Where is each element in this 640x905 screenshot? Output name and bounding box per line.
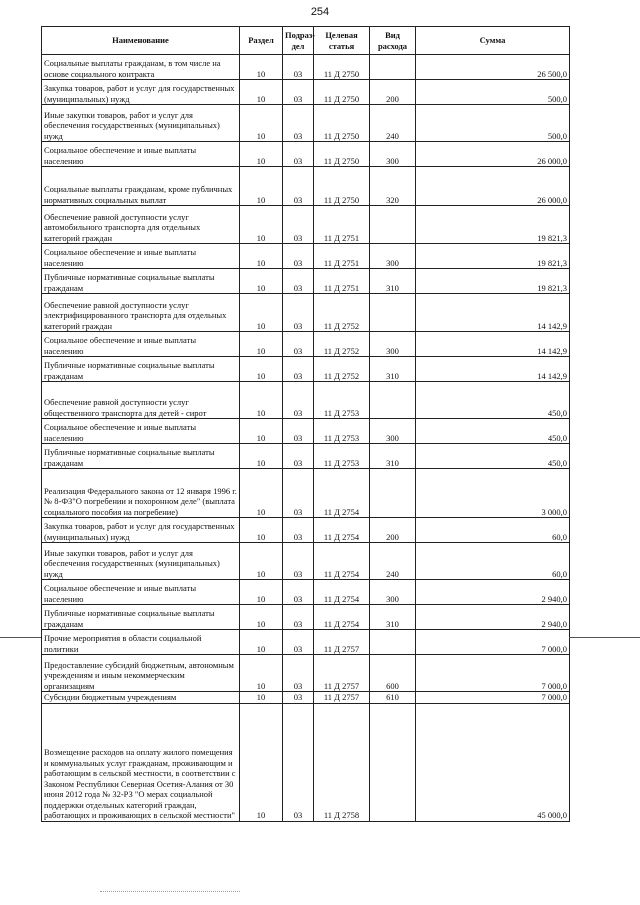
row-section: 10 [240, 655, 283, 692]
row-section: 10 [240, 580, 283, 605]
row-target: 11 Д 2753 [314, 382, 370, 419]
row-section: 10 [240, 269, 283, 294]
row-type [370, 630, 416, 655]
row-target: 11 Д 2750 [314, 80, 370, 105]
row-target: 11 Д 2754 [314, 518, 370, 543]
row-sum: 26 500,0 [416, 55, 570, 80]
row-subsection: 03 [283, 142, 314, 167]
row-target: 11 Д 2754 [314, 469, 370, 518]
row-subsection: 03 [283, 469, 314, 518]
row-name: Социальное обеспечение и иные выплаты населению [42, 419, 240, 444]
row-sum: 500,0 [416, 80, 570, 105]
row-target: 11 Д 2750 [314, 142, 370, 167]
row-target: 11 Д 2751 [314, 244, 370, 269]
budget-table [41, 26, 570, 822]
row-section: 10 [240, 167, 283, 206]
row-sum: 2 940,0 [416, 605, 570, 630]
row-name: Реализация Федерального закона от 12 января 1996 г. № 8-ФЗ"О погребении и похоронном деле" (выплата социального пособия на погребение) [42, 469, 240, 518]
table-row [42, 703, 570, 821]
table-header-row [42, 27, 570, 55]
row-section: 10 [240, 444, 283, 469]
row-type: 300 [370, 142, 416, 167]
table-row [42, 419, 570, 444]
row-section: 10 [240, 469, 283, 518]
row-type: 310 [370, 444, 416, 469]
row-section: 10 [240, 206, 283, 244]
row-type: 610 [370, 692, 416, 704]
row-sum: 19 821,3 [416, 244, 570, 269]
row-sum: 26 000,0 [416, 142, 570, 167]
table-row [42, 580, 570, 605]
row-section: 10 [240, 55, 283, 80]
table-row [42, 167, 570, 206]
row-name: Социальное обеспечение и иные выплаты населению [42, 580, 240, 605]
table-row [42, 357, 570, 382]
table-row [42, 543, 570, 580]
row-name: Возмещение расходов на оплату жилого помещения и коммунальных услуг гражданам, проживающим и работающим в сельской местности, в соответствии с Законом Республики Северная Осетия-Алания от 30 июня 2012 года № 32-РЗ "О мерах социальной поддержки отдельных категорий граждан, работающих и проживающих в сельской местности" [42, 703, 240, 821]
row-section: 10 [240, 80, 283, 105]
row-subsection: 03 [283, 294, 314, 332]
row-section: 10 [240, 105, 283, 142]
row-section: 10 [240, 605, 283, 630]
row-subsection: 03 [283, 105, 314, 142]
table-row [42, 332, 570, 357]
row-type: 320 [370, 167, 416, 206]
row-section: 10 [240, 518, 283, 543]
row-subsection: 03 [283, 444, 314, 469]
row-name: Публичные нормативные социальные выплаты гражданам [42, 444, 240, 469]
row-target: 11 Д 2754 [314, 580, 370, 605]
row-name: Социальные выплаты гражданам, в том числе на основе социального контракта [42, 55, 240, 80]
row-subsection: 03 [283, 419, 314, 444]
row-sum: 60,0 [416, 543, 570, 580]
row-name: Социальное обеспечение и иные выплаты населению [42, 332, 240, 357]
row-target: 11 Д 2750 [314, 55, 370, 80]
row-sum: 19 821,3 [416, 206, 570, 244]
row-type: 600 [370, 655, 416, 692]
table-row [42, 444, 570, 469]
row-type [370, 382, 416, 419]
row-name: Предоставление субсидий бюджетным, автономным учреждениям и иным некоммерческим организациям [42, 655, 240, 692]
row-target: 11 Д 2751 [314, 269, 370, 294]
row-name: Публичные нормативные социальные выплаты гражданам [42, 605, 240, 630]
row-name: Социальные выплаты гражданам, кроме публичных нормативных социальных выплат [42, 167, 240, 206]
table-row [42, 469, 570, 518]
row-type: 200 [370, 518, 416, 543]
row-section: 10 [240, 142, 283, 167]
row-sum: 7 000,0 [416, 630, 570, 655]
page-number: 254 [310, 6, 330, 18]
row-sum: 500,0 [416, 105, 570, 142]
table-row [42, 206, 570, 244]
table-row [42, 605, 570, 630]
row-type: 310 [370, 357, 416, 382]
row-subsection: 03 [283, 692, 314, 704]
row-section: 10 [240, 357, 283, 382]
row-type: 240 [370, 543, 416, 580]
row-target: 11 Д 2757 [314, 655, 370, 692]
row-type: 310 [370, 605, 416, 630]
row-subsection: 03 [283, 206, 314, 244]
table-row [42, 630, 570, 655]
row-target: 11 Д 2750 [314, 105, 370, 142]
header-type: Вид расхода [370, 27, 416, 55]
row-subsection: 03 [283, 80, 314, 105]
row-subsection: 03 [283, 630, 314, 655]
row-name: Обеспечение равной доступности услуг электрифицированного транспорта для отдельных категорий граждан [42, 294, 240, 332]
row-subsection: 03 [283, 244, 314, 269]
table-row [42, 269, 570, 294]
row-sum: 450,0 [416, 444, 570, 469]
row-sum: 450,0 [416, 382, 570, 419]
row-type [370, 469, 416, 518]
row-section: 10 [240, 543, 283, 580]
row-subsection: 03 [283, 655, 314, 692]
row-target: 11 Д 2754 [314, 543, 370, 580]
row-name: Закупка товаров, работ и услуг для государственных (муниципальных) нужд [42, 518, 240, 543]
row-name: Публичные нормативные социальные выплаты гражданам [42, 269, 240, 294]
row-type: 240 [370, 105, 416, 142]
row-name: Обеспечение равной доступности услуг автомобильного транспорта для отдельных категорий граждан [42, 206, 240, 244]
row-subsection: 03 [283, 167, 314, 206]
row-sum: 45 000,0 [416, 703, 570, 821]
row-type [370, 703, 416, 821]
fold-line-left [0, 637, 41, 638]
row-target: 11 Д 2752 [314, 294, 370, 332]
table-row [42, 244, 570, 269]
row-name: Субсидии бюджетным учреждениям [42, 692, 240, 704]
row-section: 10 [240, 630, 283, 655]
row-target: 11 Д 2757 [314, 692, 370, 704]
row-target: 11 Д 2754 [314, 605, 370, 630]
row-sum: 14 142,9 [416, 332, 570, 357]
row-target: 11 Д 2758 [314, 703, 370, 821]
row-name: Социальное обеспечение и иные выплаты населению [42, 244, 240, 269]
table-row [42, 382, 570, 419]
row-target: 11 Д 2752 [314, 332, 370, 357]
row-subsection: 03 [283, 580, 314, 605]
row-sum: 450,0 [416, 419, 570, 444]
row-name: Публичные нормативные социальные выплаты гражданам [42, 357, 240, 382]
row-target: 11 Д 2757 [314, 630, 370, 655]
row-subsection: 03 [283, 269, 314, 294]
row-subsection: 03 [283, 543, 314, 580]
row-section: 10 [240, 419, 283, 444]
row-section: 10 [240, 294, 283, 332]
table-row [42, 294, 570, 332]
row-sum: 2 940,0 [416, 580, 570, 605]
row-name: Закупка товаров, работ и услуг для государственных (муниципальных) нужд [42, 80, 240, 105]
header-target: Целевая статья [314, 27, 370, 55]
row-name: Социальное обеспечение и иные выплаты населению [42, 142, 240, 167]
row-subsection: 03 [283, 382, 314, 419]
row-section: 10 [240, 332, 283, 357]
row-target: 11 Д 2753 [314, 419, 370, 444]
row-sum: 19 821,3 [416, 269, 570, 294]
row-sum: 60,0 [416, 518, 570, 543]
header-sum: Сумма [416, 27, 570, 55]
row-target: 11 Д 2750 [314, 167, 370, 206]
row-section: 10 [240, 692, 283, 704]
row-subsection: 03 [283, 605, 314, 630]
table-row [42, 55, 570, 80]
table-row [42, 142, 570, 167]
row-target: 11 Д 2752 [314, 357, 370, 382]
row-sum: 7 000,0 [416, 655, 570, 692]
row-type: 300 [370, 332, 416, 357]
row-section: 10 [240, 703, 283, 821]
row-type: 200 [370, 80, 416, 105]
header-section: Раздел [240, 27, 283, 55]
header-name: Наименование [42, 27, 240, 55]
row-subsection: 03 [283, 703, 314, 821]
row-sum: 3 000,0 [416, 469, 570, 518]
row-subsection: 03 [283, 518, 314, 543]
row-sum: 14 142,9 [416, 357, 570, 382]
row-name: Иные закупки товаров, работ и услуг для обеспечения государственных (муниципальных) нужд [42, 543, 240, 580]
table-row [42, 692, 570, 704]
row-section: 10 [240, 244, 283, 269]
table-row [42, 105, 570, 142]
row-target: 11 Д 2751 [314, 206, 370, 244]
row-type: 310 [370, 269, 416, 294]
row-type: 300 [370, 419, 416, 444]
fold-line-right [569, 637, 640, 638]
row-sum: 26 000,0 [416, 167, 570, 206]
table-row [42, 655, 570, 692]
row-name: Иные закупки товаров, работ и услуг для обеспечения государственных (муниципальных) нужд [42, 105, 240, 142]
row-sum: 14 142,9 [416, 294, 570, 332]
table-row [42, 80, 570, 105]
row-subsection: 03 [283, 332, 314, 357]
row-name: Прочие мероприятия в области социальной политики [42, 630, 240, 655]
row-type [370, 55, 416, 80]
row-section: 10 [240, 382, 283, 419]
row-target: 11 Д 2753 [314, 444, 370, 469]
row-type [370, 294, 416, 332]
row-name: Обеспечение равной доступности услуг общественного транспорта для детей - сирот [42, 382, 240, 419]
row-sum: 7 000,0 [416, 692, 570, 704]
table-row [42, 518, 570, 543]
bottom-dotted-line [100, 891, 240, 892]
row-subsection: 03 [283, 55, 314, 80]
header-subsection: Подраз- дел [283, 27, 314, 55]
row-type [370, 206, 416, 244]
row-subsection: 03 [283, 357, 314, 382]
row-type: 300 [370, 244, 416, 269]
row-type: 300 [370, 580, 416, 605]
